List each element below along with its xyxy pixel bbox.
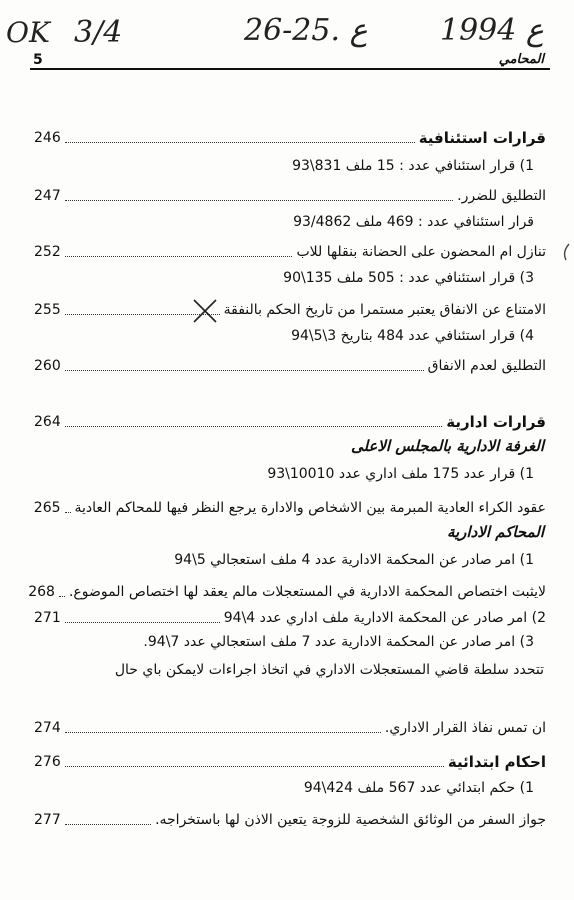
- page-ref: 252: [34, 244, 61, 260]
- page-ref: 268: [28, 584, 55, 600]
- page-ref: 246: [34, 130, 61, 146]
- journal-name: المحامي: [498, 52, 544, 67]
- handwritten-fraction: 3/4: [74, 15, 123, 50]
- toc-entry: 1) قرار استئنافي عدد : 15 ملف 831\93: [292, 158, 534, 174]
- leader-dots: [65, 200, 453, 201]
- page-number: 5: [33, 52, 43, 68]
- toc-entry: 1) حكم ابتدائي عدد 567 ملف 424\94: [303, 780, 534, 796]
- toc-row: [34, 714, 546, 738]
- toc-entry: جواز السفر من الوثائق الشخصية للزوجة يتعين الاذن لها باستخراجه.: [155, 812, 546, 828]
- leader-dots: [65, 766, 444, 767]
- toc-row: [34, 238, 546, 262]
- page-ref: 274: [34, 720, 61, 736]
- page-ref: 264: [34, 414, 61, 430]
- leader-dots: [65, 824, 151, 825]
- handwritten-ok: OK: [6, 16, 50, 49]
- toc-row: [34, 296, 546, 320]
- handwritten-year: 1994 ع: [440, 13, 544, 48]
- handwritten-date: 26-25. ع: [244, 13, 368, 48]
- toc-entry: التطليق لعدم الانفاق: [427, 358, 546, 374]
- toc-entry: 4) قرار استئنافي عدد 484 بتاريخ 3\5\94: [291, 328, 534, 344]
- section-title-row: [34, 748, 546, 772]
- leader-dots: [59, 596, 65, 597]
- toc-entry: 2) امر صادر عن المحكمة الادارية ملف اداري عدد 4\94: [223, 610, 546, 626]
- toc-entry: 3) امر صادر عن المحكمة الادارية عدد 7 ملف استعجالي عدد 7\94.: [143, 634, 534, 650]
- page-ref: 255: [34, 302, 61, 318]
- toc-row: [34, 494, 546, 518]
- leader-dots: [65, 426, 443, 427]
- page-ref: 265: [33, 500, 61, 516]
- section-title: قرارات ادارية: [446, 413, 546, 431]
- page-ref: 276: [34, 754, 61, 770]
- toc-entry: 3) قرار استئنافي عدد : 505 ملف 135\90: [283, 270, 534, 286]
- margin-tick-icon: [560, 242, 572, 262]
- toc-row: [34, 352, 546, 376]
- toc-entry: 1) قرار عدد 175 ملف اداري عدد 10010\93: [267, 466, 534, 482]
- subheading: الغرفة الادارية بالمجلس الاعلى: [350, 437, 544, 455]
- toc-row: [34, 806, 546, 830]
- section-title-row: [34, 124, 546, 148]
- toc-entry: 1) امر صادر عن المحكمة الادارية عدد 4 ملف استعجالي 5\94: [174, 552, 534, 568]
- toc-entry: ان تمس نفاذ القرار الاداري.: [384, 720, 546, 736]
- leader-dots: [65, 732, 381, 733]
- toc-row: [34, 182, 546, 206]
- page-ref: 247: [34, 188, 61, 204]
- page-ref: 271: [34, 610, 61, 626]
- subheading: المحاكم الادارية: [446, 523, 544, 541]
- toc-row: [34, 604, 546, 628]
- page-ref: 260: [34, 358, 61, 374]
- handwritten-cross-icon: [190, 296, 220, 326]
- leader-dots: [65, 256, 293, 257]
- toc-entry: تنازل ام المحضون على الحضانة بنقلها للاب: [296, 244, 546, 260]
- page-ref: 277: [34, 812, 61, 828]
- toc-entry: عقود الكراء العادية المبرمة بين الاشخاص والادارة يرجع النظر فيها للمحاكم العادية: [74, 500, 546, 516]
- section-title-row: [34, 408, 546, 432]
- toc-entry: التطليق للضرر.: [457, 188, 546, 204]
- section-title: احكام ابتدائية: [447, 753, 546, 771]
- leader-dots: [65, 512, 71, 513]
- toc-entry: قرار استئنافي عدد : 469 ملف 93/4862: [293, 214, 534, 230]
- leader-dots: [65, 622, 220, 623]
- leader-dots: [65, 370, 424, 371]
- section-title: قرارات استئنافية: [418, 129, 546, 147]
- toc-row: [28, 578, 546, 602]
- toc-entry: الامتناع عن الانفاق يعتبر مستمرا من تاريخ الحكم بالنفقة: [223, 302, 546, 318]
- leader-dots: [65, 142, 415, 143]
- toc-entry: لايثبت اختصاص المحكمة الادارية في المستعجلات مالم يعقد لها اختصاص الموضوع.: [68, 584, 546, 600]
- toc-entry: تتحدد سلطة قاضي المستعجلات الاداري في اتخاذ اجراءات لايمكن باي حال: [114, 662, 544, 678]
